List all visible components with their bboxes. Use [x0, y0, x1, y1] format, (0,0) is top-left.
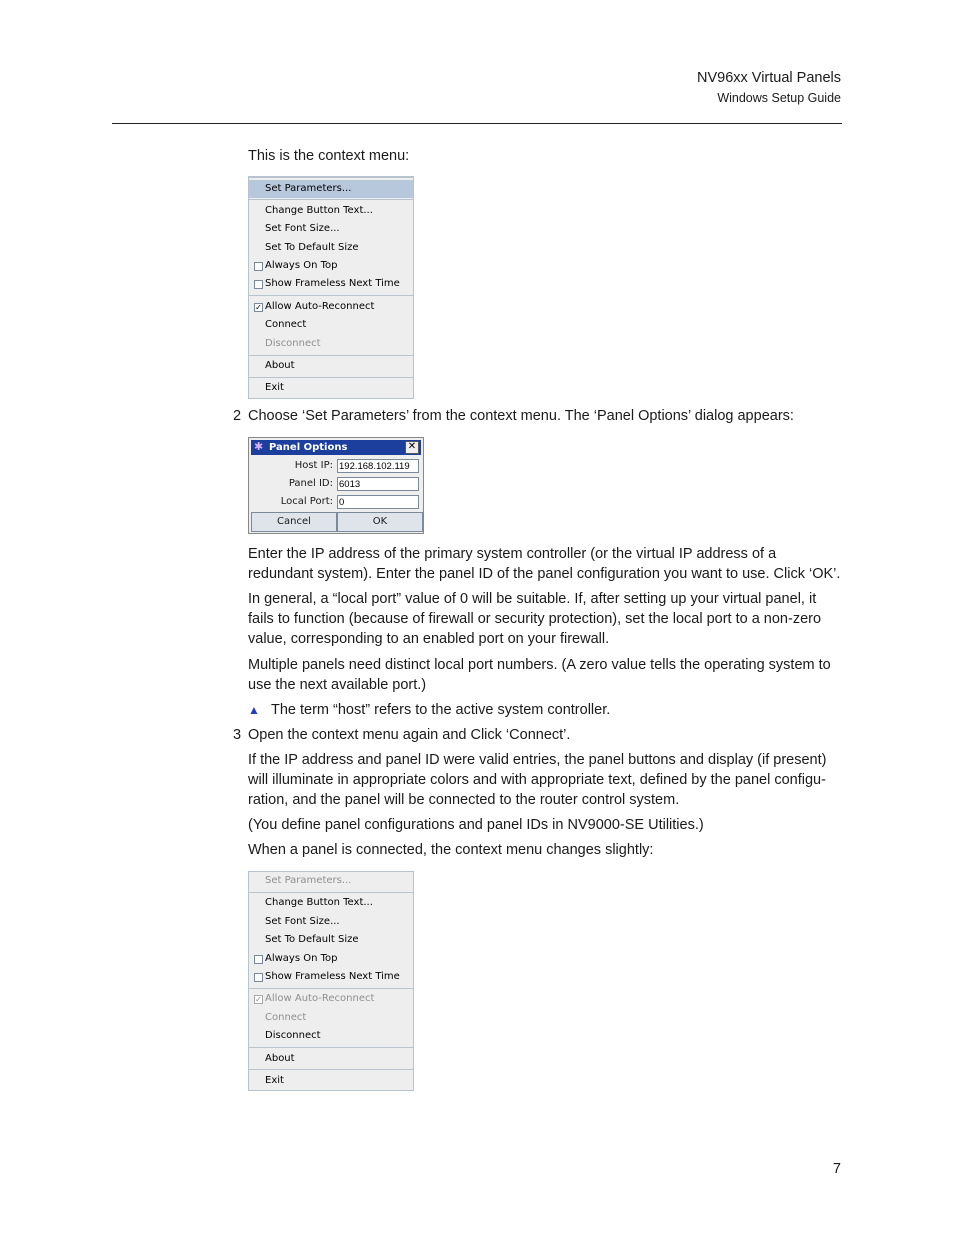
menu-item-set-parameters[interactable]: Set Parameters... — [249, 180, 413, 198]
paragraph: (You define panel configurations and panel IDs in NV9000-SE Utilities.) — [248, 817, 704, 833]
cancel-button[interactable]: Cancel — [251, 512, 337, 532]
menu-item-change-button-text[interactable]: Change Button Text... — [265, 897, 373, 909]
panel-id-label: Panel ID: — [288, 478, 333, 489]
menu-separator — [249, 295, 413, 296]
close-icon[interactable]: ✕ — [405, 441, 419, 454]
note-text: The term “host” refers to the active system controller. — [271, 702, 611, 718]
menu-item-label: Show Frameless Next Time — [265, 970, 400, 982]
menu-item-change-button-text[interactable]: Change Button Text... — [265, 204, 373, 216]
menu-item-set-font-size[interactable]: Set Font Size... — [265, 915, 340, 927]
step-text: Open the context menu again and Click ‘Connect’. — [248, 727, 571, 743]
menu-item-about[interactable]: About — [265, 1052, 295, 1064]
page-number: 7 — [832, 1161, 841, 1177]
menu-item-exit[interactable]: Exit — [265, 1074, 284, 1086]
context-menu-connected — [248, 871, 414, 1091]
note-triangle-icon: ▲ — [248, 703, 260, 717]
menu-item-disconnect[interactable]: Disconnect — [265, 1030, 321, 1042]
intro-text: This is the context menu: — [248, 148, 410, 164]
menu-item-always-on-top[interactable] — [249, 257, 413, 275]
menu-item-allow-auto-reconnect[interactable] — [249, 298, 413, 316]
menu-separator — [249, 355, 413, 356]
paragraph: Multiple panels need distinct local port numbers. (A zero value tells the operating system to use the next available port.) — [248, 657, 831, 693]
dialog-title: Panel Options — [269, 442, 348, 453]
ok-button[interactable]: OK — [337, 512, 423, 532]
header-divider — [112, 123, 842, 124]
header-subtitle: Windows Setup Guide — [717, 91, 841, 105]
menu-item-label: Always On Top — [265, 260, 338, 272]
menu-separator — [249, 377, 413, 378]
checkbox-icon — [254, 262, 263, 271]
context-menu — [248, 176, 414, 399]
checkbox-checked-icon: ✓ — [255, 995, 262, 1005]
host-ip-field[interactable] — [337, 459, 419, 473]
checkbox-checked-icon: ✓ — [255, 302, 262, 312]
menu-item-label: Allow Auto-Reconnect — [265, 993, 375, 1005]
menu-item-set-default-size[interactable]: Set To Default Size — [265, 241, 359, 253]
menu-separator — [249, 988, 413, 989]
menu-separator — [249, 199, 413, 200]
menu-item-show-frameless[interactable] — [249, 275, 413, 293]
menu-item-label: Show Frameless Next Time — [265, 278, 400, 290]
paragraph: When a panel is connected, the context menu changes slightly: — [248, 842, 654, 858]
checkbox-icon — [254, 973, 263, 982]
checkbox-icon — [254, 280, 263, 289]
menu-separator — [249, 1069, 413, 1070]
menu-item-about[interactable]: About — [265, 360, 295, 372]
menu-item-label: Always On Top — [265, 952, 338, 964]
paragraph: If the IP address and panel ID were valid entries, the panel buttons and display (if present) will illuminate in appropriate colors and with appropriate text, defined by the panel configu- ration, and the panel will be connected to the router control system. — [248, 752, 827, 808]
dialog-title-bar[interactable] — [251, 440, 421, 455]
menu-separator — [249, 177, 413, 178]
checkbox-icon — [254, 955, 263, 964]
menu-item-label: Allow Auto-Reconnect — [265, 300, 375, 312]
local-port-label: Local Port: — [280, 496, 333, 507]
step-text: Choose ‘Set Parameters’ from the context menu. The ‘Panel Options’ dialog appears: — [248, 408, 794, 424]
menu-item-set-font-size[interactable]: Set Font Size... — [265, 223, 340, 235]
menu-item-set-parameters: Set Parameters... — [265, 875, 352, 886]
local-port-field[interactable] — [337, 495, 419, 509]
java-app-icon: ✱ — [254, 440, 264, 453]
menu-item-exit[interactable]: Exit — [265, 382, 284, 394]
menu-item-connect: Connect — [265, 1011, 307, 1023]
menu-item-show-frameless[interactable] — [249, 968, 413, 986]
menu-item-allow-auto-reconnect — [249, 990, 413, 1008]
host-ip-label: Host IP: — [294, 460, 333, 471]
step-number: 3 — [233, 727, 242, 743]
panel-id-field[interactable] — [337, 477, 419, 491]
paragraph: Enter the IP address of the primary system controller (or the virtual IP address of a redundant system). Enter the panel ID of the panel configuration you want to use. Click ‘OK’. — [248, 546, 841, 582]
menu-item-set-default-size[interactable]: Set To Default Size — [265, 934, 359, 946]
panel-options-dialog — [248, 437, 424, 534]
step-number: 2 — [233, 408, 242, 424]
header-title: NV96xx Virtual Panels — [696, 70, 841, 86]
menu-separator — [249, 892, 413, 893]
menu-item-always-on-top[interactable] — [249, 950, 413, 968]
menu-item-connect[interactable]: Connect — [265, 319, 307, 331]
menu-separator — [249, 1047, 413, 1048]
paragraph: In general, a “local port” value of 0 will be suitable. If, after setting up your virtual panel, it fails to function (because of firewall or security protection), set the local port to a non-zero value, corresponding to an enabled port on your firewall. — [248, 591, 822, 647]
menu-item-disconnect: Disconnect — [265, 337, 321, 349]
